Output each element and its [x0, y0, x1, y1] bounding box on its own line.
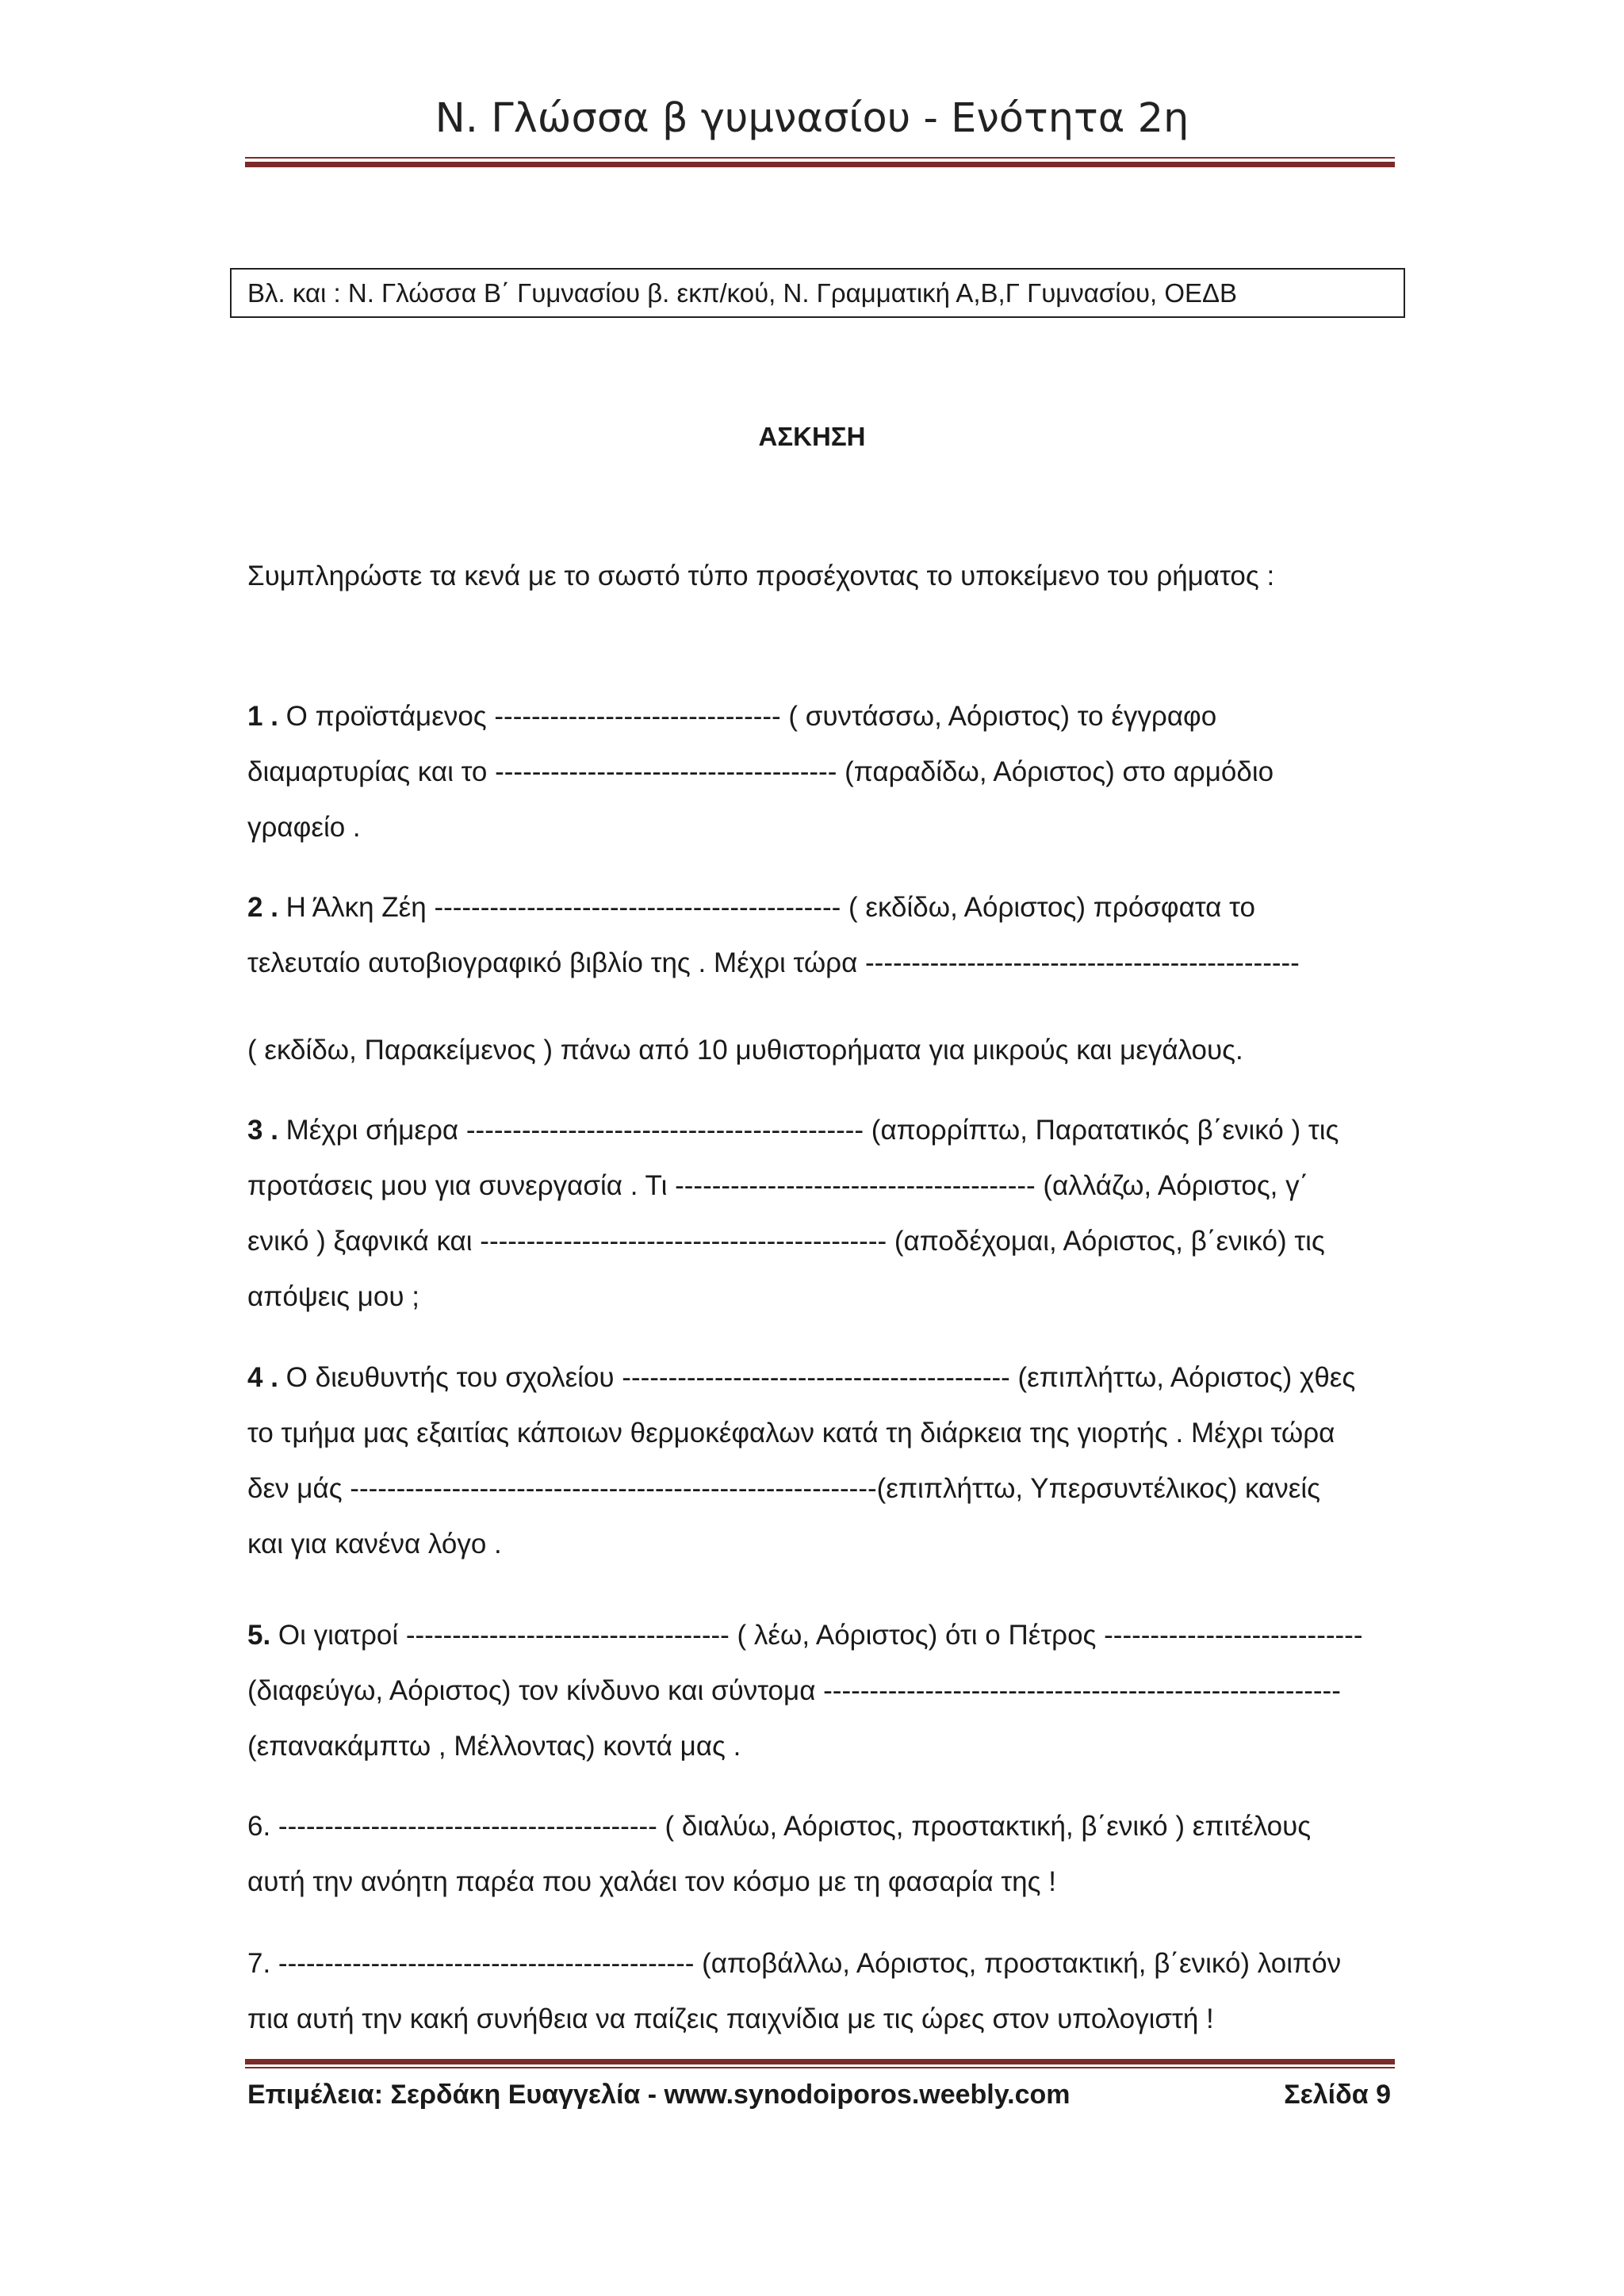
footer-rule-thin	[245, 2067, 1395, 2068]
line-text: Ο διευθυντής του σχολείου ------------------------------------------ (επιπλήττω, Αόριστος) χθες	[278, 1362, 1356, 1393]
item-number: 1 .	[247, 701, 278, 732]
header-rule-thin	[245, 157, 1395, 159]
item-number: 4 .	[247, 1362, 278, 1393]
footer-page-number: Σελίδα 9	[1284, 2080, 1391, 2110]
exercise-item-7-line-2: πια αυτή την κακή συνήθεια να παίζεις παιχνίδια με τις ώρες στον υπολογιστή !	[247, 2003, 1214, 2034]
exercise-item-7-line-1: 7. --------------------------------------------- (αποβάλλω, Αόριστος, προστακτική, β΄ενικό) λοιπόν	[247, 1948, 1342, 1979]
exercise-item-1-line-2: διαμαρτυρίας και το ------------------------------------- (παραδίδω, Αόριστος) στο αρμόδιο	[247, 756, 1274, 787]
exercise-item-4-line-2: το τμήμα μας εξαιτίας κάποιων θερμοκέφαλων κατά τη διάρκεια της γιορτής . Μέχρι τώρα	[247, 1418, 1335, 1448]
exercise-item-1-line-3: γραφείο .	[247, 812, 361, 843]
item-number: 2 .	[247, 892, 278, 923]
exercise-item-6-line-2: αυτή την ανόητη παρέα που χαλάει τον κόσμο με τη φασαρία της !	[247, 1866, 1056, 1897]
line-text: Ο προϊστάμενος ------------------------------- ( συντάσσω, Αόριστος) το έγγραφο	[278, 701, 1217, 732]
footer-credit: Επιμέλεια: Σερδάκη Ευαγγελία - www.synodoiporos.weebly.com	[247, 2080, 1071, 2110]
header-rule-thick	[245, 162, 1395, 167]
item-number: 5.	[247, 1620, 271, 1651]
exercise-item-3-line-4: απόψεις μου ;	[247, 1281, 419, 1312]
exercise-item-2-line-1	[247, 890, 1255, 926]
exercise-item-4-line-4: και για κανένα λόγο .	[247, 1529, 502, 1559]
exercise-item-6-line-1: 6. ----------------------------------------- ( διαλύω, Αόριστος, προστακτική, β΄ενικό ) επιτέλους	[247, 1811, 1312, 1842]
exercise-item-2-line-3: ( εκδίδω, Παρακείμενος ) πάνω από 10 μυθιστορήματα για μικρούς και μεγάλους.	[247, 1035, 1243, 1066]
exercise-item-3-line-2: προτάσεις μου για συνεργασία . Τι --------------------------------------- (αλλάζω, Αόριστος, γ΄	[247, 1170, 1309, 1201]
exercise-item-4-line-1	[247, 1360, 1355, 1396]
exercise-item-3-line-1	[247, 1112, 1339, 1149]
exercise-heading: ΑΣΚΗΣΗ	[758, 422, 866, 451]
footer-rule-thick	[245, 2059, 1395, 2064]
exercise-item-2-line-2: τελευταίο αυτοβιογραφικό βιβλίο της . Μέχρι τώρα -----------------------------------------------	[247, 947, 1300, 978]
exercise-item-4-line-3: δεν μάς ---------------------------------------------------------(επιπλήττω, Υπερσυντέλικος) κανείς	[247, 1473, 1321, 1504]
page-title: Ν. Γλώσσα β γυμνασίου - Ενότητα 2η	[435, 95, 1189, 142]
exercise-item-5-line-3: (επανακάμπτω , Μέλλοντας) κοντά μας .	[247, 1731, 741, 1762]
reference-box: Βλ. και : Ν. Γλώσσα Β΄ Γυμνασίου β. εκπ/κού, Ν. Γραμματική Α,Β,Γ Γυμνασίου, ΟΕΔΒ	[230, 268, 1405, 318]
exercise-item-5-line-1	[247, 1617, 1363, 1654]
exercise-item-3-line-3: ενικό ) ξαφνικά και -------------------------------------------- (αποδέχομαι, Αόριστος, β΄ενικό) τις	[247, 1226, 1325, 1257]
exercise-instruction: Συμπληρώστε τα κενά με το σωστό τύπο προσέχοντας το υποκείμενο του ρήματος :	[247, 561, 1275, 591]
line-text: Οι γιατροί ----------------------------------- ( λέω, Αόριστος) ότι ο Πέτρος ----------------------------	[270, 1620, 1363, 1651]
exercise-item-5-line-2: (διαφεύγω, Αόριστος) τον κίνδυνο και σύντομα --------------------------------------------------------	[247, 1675, 1341, 1706]
item-number: 3 .	[247, 1115, 278, 1146]
exercise-item-1-line-1	[247, 698, 1216, 735]
line-text: Η Άλκη Ζέη -------------------------------------------- ( εκδίδω, Αόριστος) πρόσφατα το	[278, 892, 1255, 923]
line-text: Μέχρι σήμερα ------------------------------------------- (απορρίπτω, Παρατατικός β΄ενικό ) τις	[278, 1115, 1339, 1146]
